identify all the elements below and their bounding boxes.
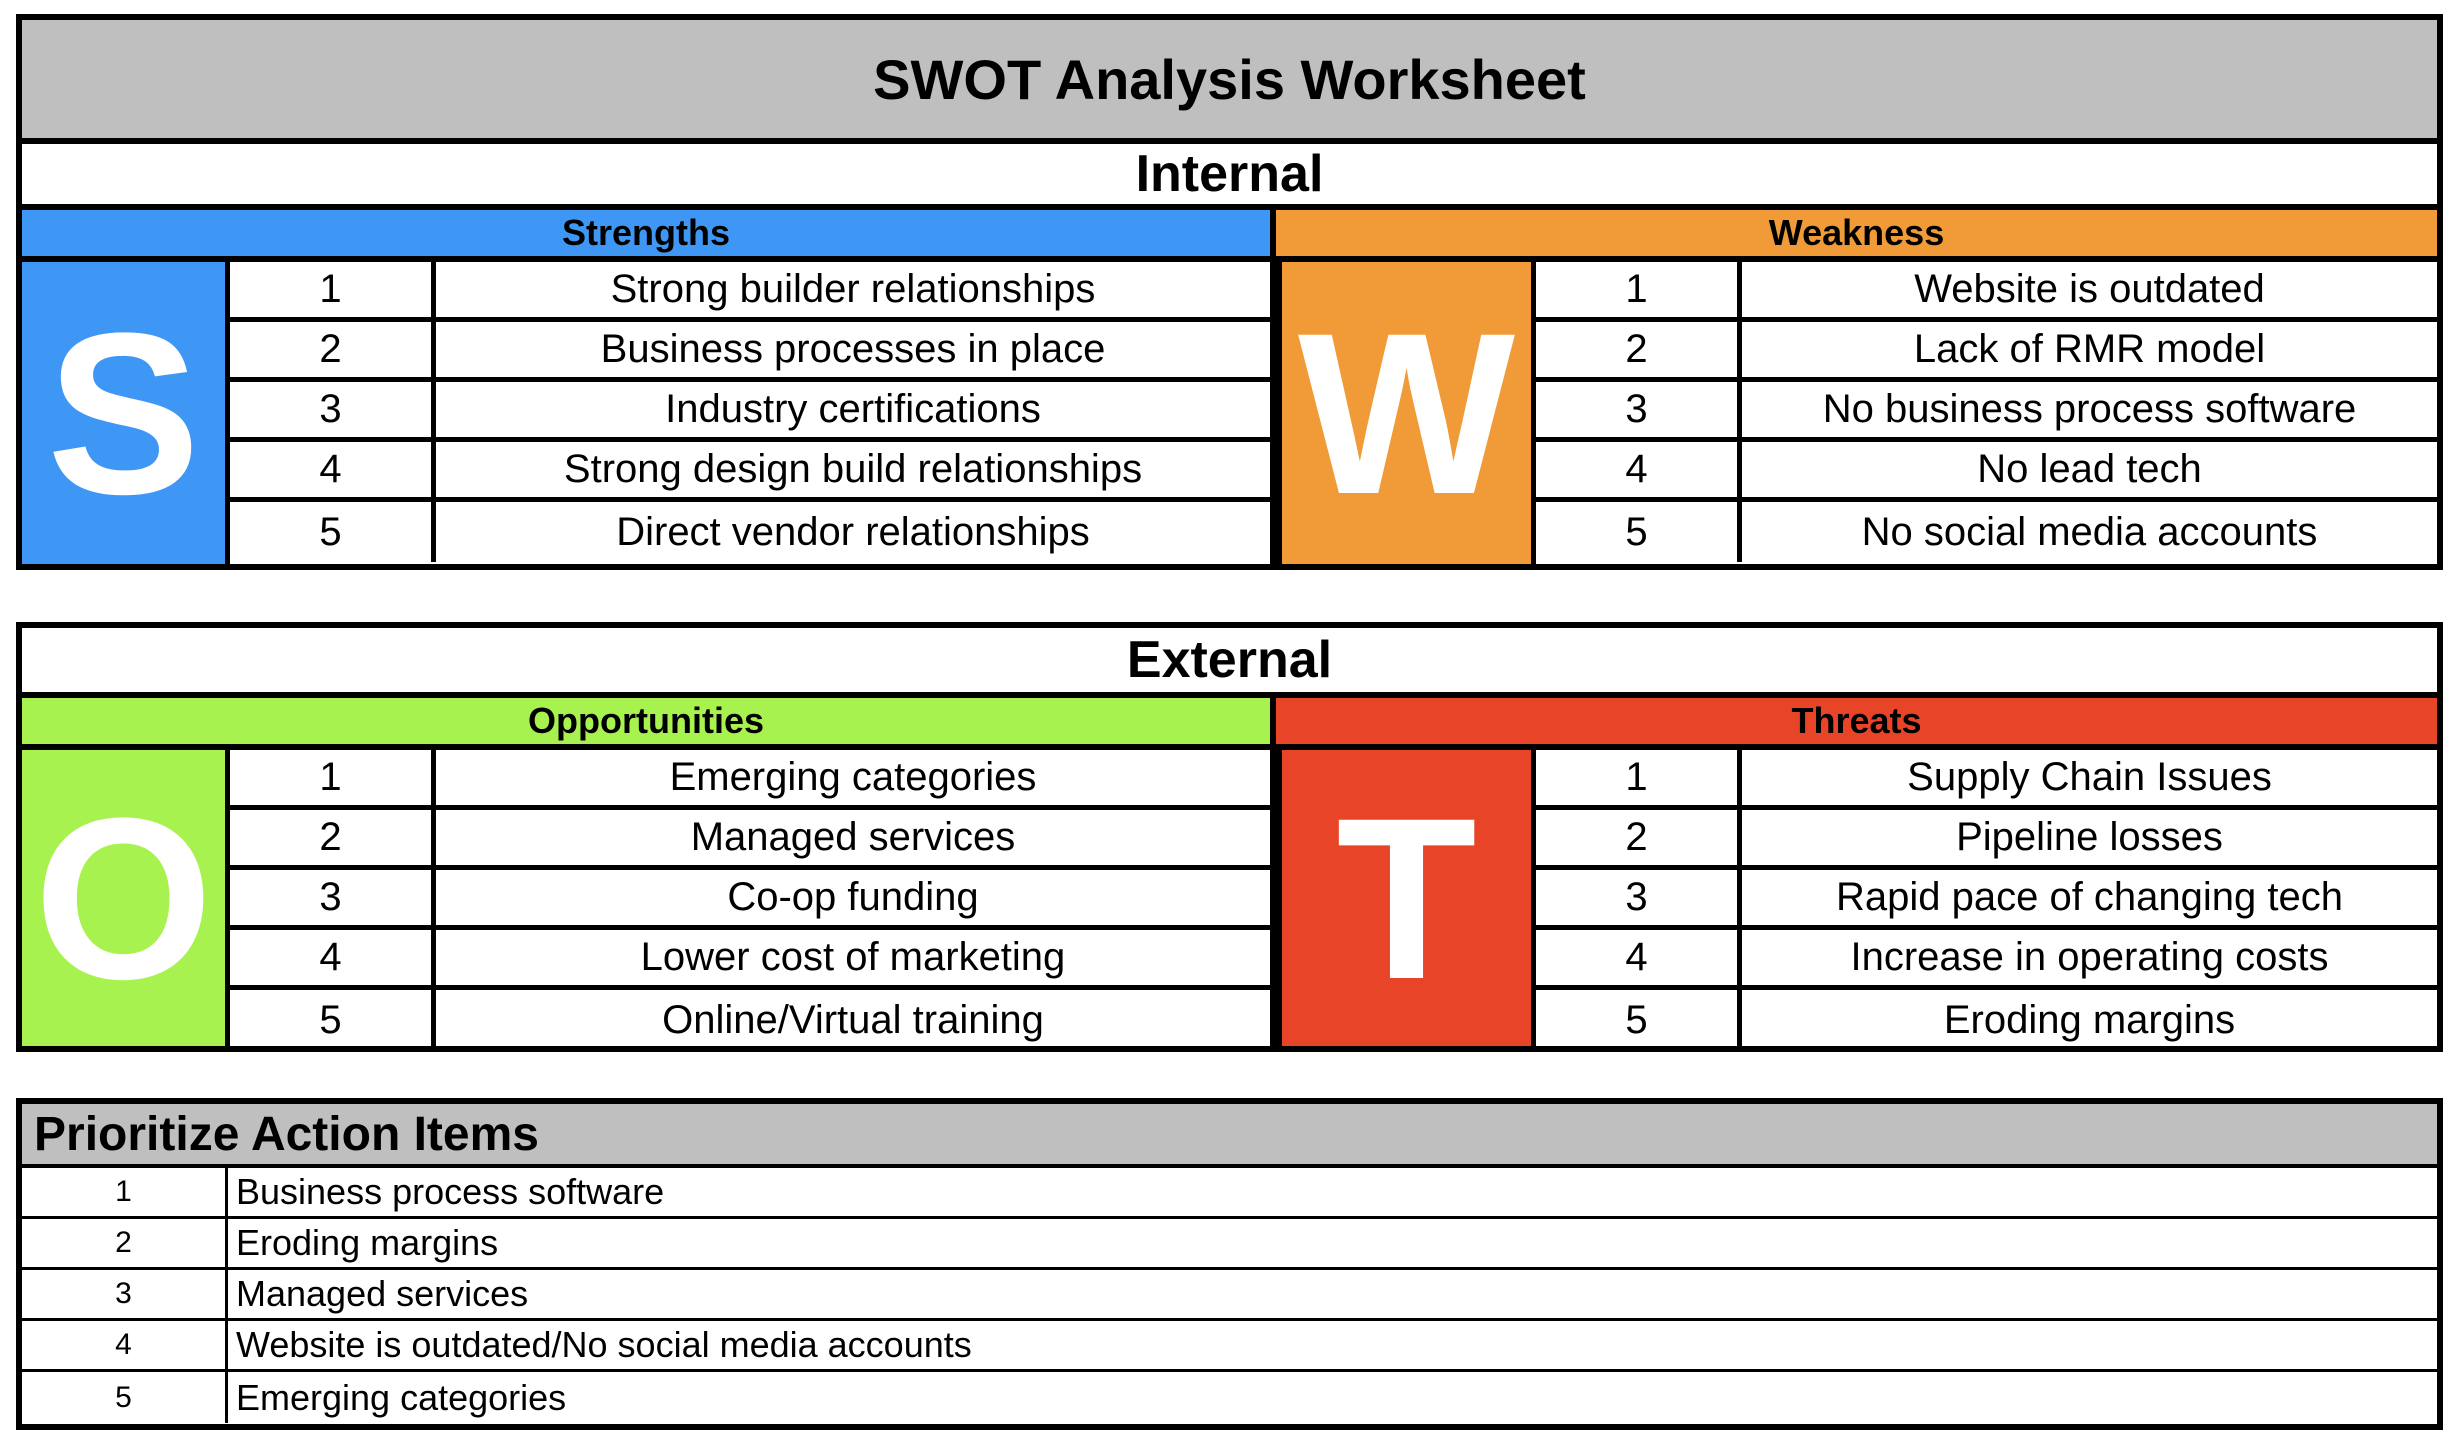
item-number: 5 bbox=[1536, 502, 1742, 562]
list-item bbox=[1536, 930, 2437, 990]
item-number: 1 bbox=[230, 750, 436, 805]
list-item bbox=[1536, 502, 2437, 562]
item-text: Website is outdated/No social media accounts bbox=[236, 1324, 972, 1365]
list-item bbox=[230, 990, 1270, 1050]
action-items-section bbox=[16, 1098, 2443, 1430]
item-text: Managed services bbox=[236, 1273, 529, 1314]
item-text: Pipeline losses bbox=[1956, 815, 2223, 859]
item-text: Emerging categories bbox=[669, 755, 1037, 799]
external-heading: External bbox=[22, 628, 2437, 698]
action-items-heading: Prioritize Action Items bbox=[22, 1104, 2437, 1168]
item-number: 1 bbox=[1536, 750, 1742, 805]
list-item bbox=[230, 810, 1270, 870]
item-text: Industry certifications bbox=[665, 387, 1041, 431]
item-number: 5 bbox=[22, 1372, 228, 1423]
strengths-list bbox=[230, 262, 1276, 564]
opportunities-heading: Opportunities bbox=[22, 698, 1276, 750]
item-number: 2 bbox=[230, 322, 436, 377]
list-item bbox=[230, 262, 1270, 322]
list-item bbox=[230, 382, 1270, 442]
item-text: Eroding margins bbox=[236, 1222, 499, 1263]
list-item bbox=[230, 502, 1270, 562]
item-number: 5 bbox=[230, 502, 436, 562]
list-item bbox=[1536, 990, 2437, 1050]
item-number: 4 bbox=[1536, 442, 1742, 497]
item-text: Strong builder relationships bbox=[610, 267, 1096, 311]
list-item bbox=[230, 750, 1270, 810]
list-item bbox=[1536, 382, 2437, 442]
item-number: 1 bbox=[230, 262, 436, 317]
threats-letter: T bbox=[1276, 750, 1536, 1046]
action-items-list bbox=[22, 1168, 2437, 1424]
item-number: 1 bbox=[22, 1168, 228, 1216]
item-text: Business processes in place bbox=[600, 327, 1106, 371]
item-text: Managed services bbox=[690, 815, 1016, 859]
item-number: 3 bbox=[1536, 870, 1742, 925]
list-item bbox=[1536, 810, 2437, 870]
weakness-heading: Weakness bbox=[1276, 210, 2437, 262]
item-text: Emerging categories bbox=[236, 1376, 567, 1418]
item-text: Website is outdated bbox=[1914, 267, 2265, 311]
weakness-letter: W bbox=[1276, 262, 1536, 564]
list-item bbox=[230, 322, 1270, 382]
weakness-list bbox=[1536, 262, 2437, 564]
item-number: 3 bbox=[1536, 382, 1742, 437]
list-item bbox=[230, 442, 1270, 502]
item-text: Supply Chain Issues bbox=[1907, 755, 2272, 799]
item-text: No lead tech bbox=[1977, 447, 2202, 491]
list-item bbox=[1536, 870, 2437, 930]
item-number: 3 bbox=[22, 1270, 228, 1318]
item-number: 4 bbox=[22, 1321, 228, 1369]
external-section bbox=[16, 622, 2443, 1052]
threats-heading: Threats bbox=[1276, 698, 2437, 750]
list-item bbox=[22, 1168, 2437, 1219]
item-text: Direct vendor relationships bbox=[616, 509, 1090, 554]
worksheet-title: SWOT Analysis Worksheet bbox=[22, 20, 2437, 144]
item-text: Lack of RMR model bbox=[1913, 327, 2266, 371]
item-text: Eroding margins bbox=[1943, 997, 2236, 1042]
item-number: 1 bbox=[1536, 262, 1742, 317]
item-number: 4 bbox=[230, 930, 436, 985]
item-number: 2 bbox=[230, 810, 436, 865]
list-item bbox=[1536, 322, 2437, 382]
strengths-letter: S bbox=[22, 262, 230, 564]
item-number: 4 bbox=[1536, 930, 1742, 985]
list-item bbox=[22, 1270, 2437, 1321]
list-item bbox=[22, 1321, 2437, 1372]
item-number: 4 bbox=[230, 442, 436, 497]
list-item bbox=[1536, 750, 2437, 810]
item-number: 2 bbox=[1536, 810, 1742, 865]
list-item bbox=[1536, 262, 2437, 322]
item-text: Co-op funding bbox=[727, 875, 979, 919]
list-item bbox=[22, 1219, 2437, 1270]
internal-heading: Internal bbox=[22, 144, 2437, 210]
item-text: No business process software bbox=[1822, 387, 2357, 431]
item-number: 5 bbox=[1536, 990, 1742, 1050]
item-text: Rapid pace of changing tech bbox=[1835, 875, 2344, 919]
item-number: 3 bbox=[230, 870, 436, 925]
opportunities-letter: O bbox=[22, 750, 230, 1046]
item-text: Increase in operating costs bbox=[1850, 935, 2329, 979]
item-number: 2 bbox=[1536, 322, 1742, 377]
item-number: 5 bbox=[230, 990, 436, 1050]
internal-section bbox=[16, 14, 2443, 570]
list-item bbox=[1536, 442, 2437, 502]
threats-list bbox=[1536, 750, 2437, 1046]
item-text: Online/Virtual training bbox=[662, 997, 1044, 1042]
opportunities-list bbox=[230, 750, 1276, 1046]
item-text: Lower cost of marketing bbox=[640, 935, 1066, 979]
strengths-heading: Strengths bbox=[22, 210, 1276, 262]
item-text: Strong design build relationships bbox=[563, 447, 1143, 491]
item-number: 2 bbox=[22, 1219, 228, 1267]
item-text: No social media accounts bbox=[1861, 509, 2318, 554]
item-text: Business process software bbox=[236, 1171, 665, 1212]
list-item bbox=[230, 930, 1270, 990]
list-item bbox=[230, 870, 1270, 930]
list-item bbox=[22, 1372, 2437, 1423]
item-number: 3 bbox=[230, 382, 436, 437]
